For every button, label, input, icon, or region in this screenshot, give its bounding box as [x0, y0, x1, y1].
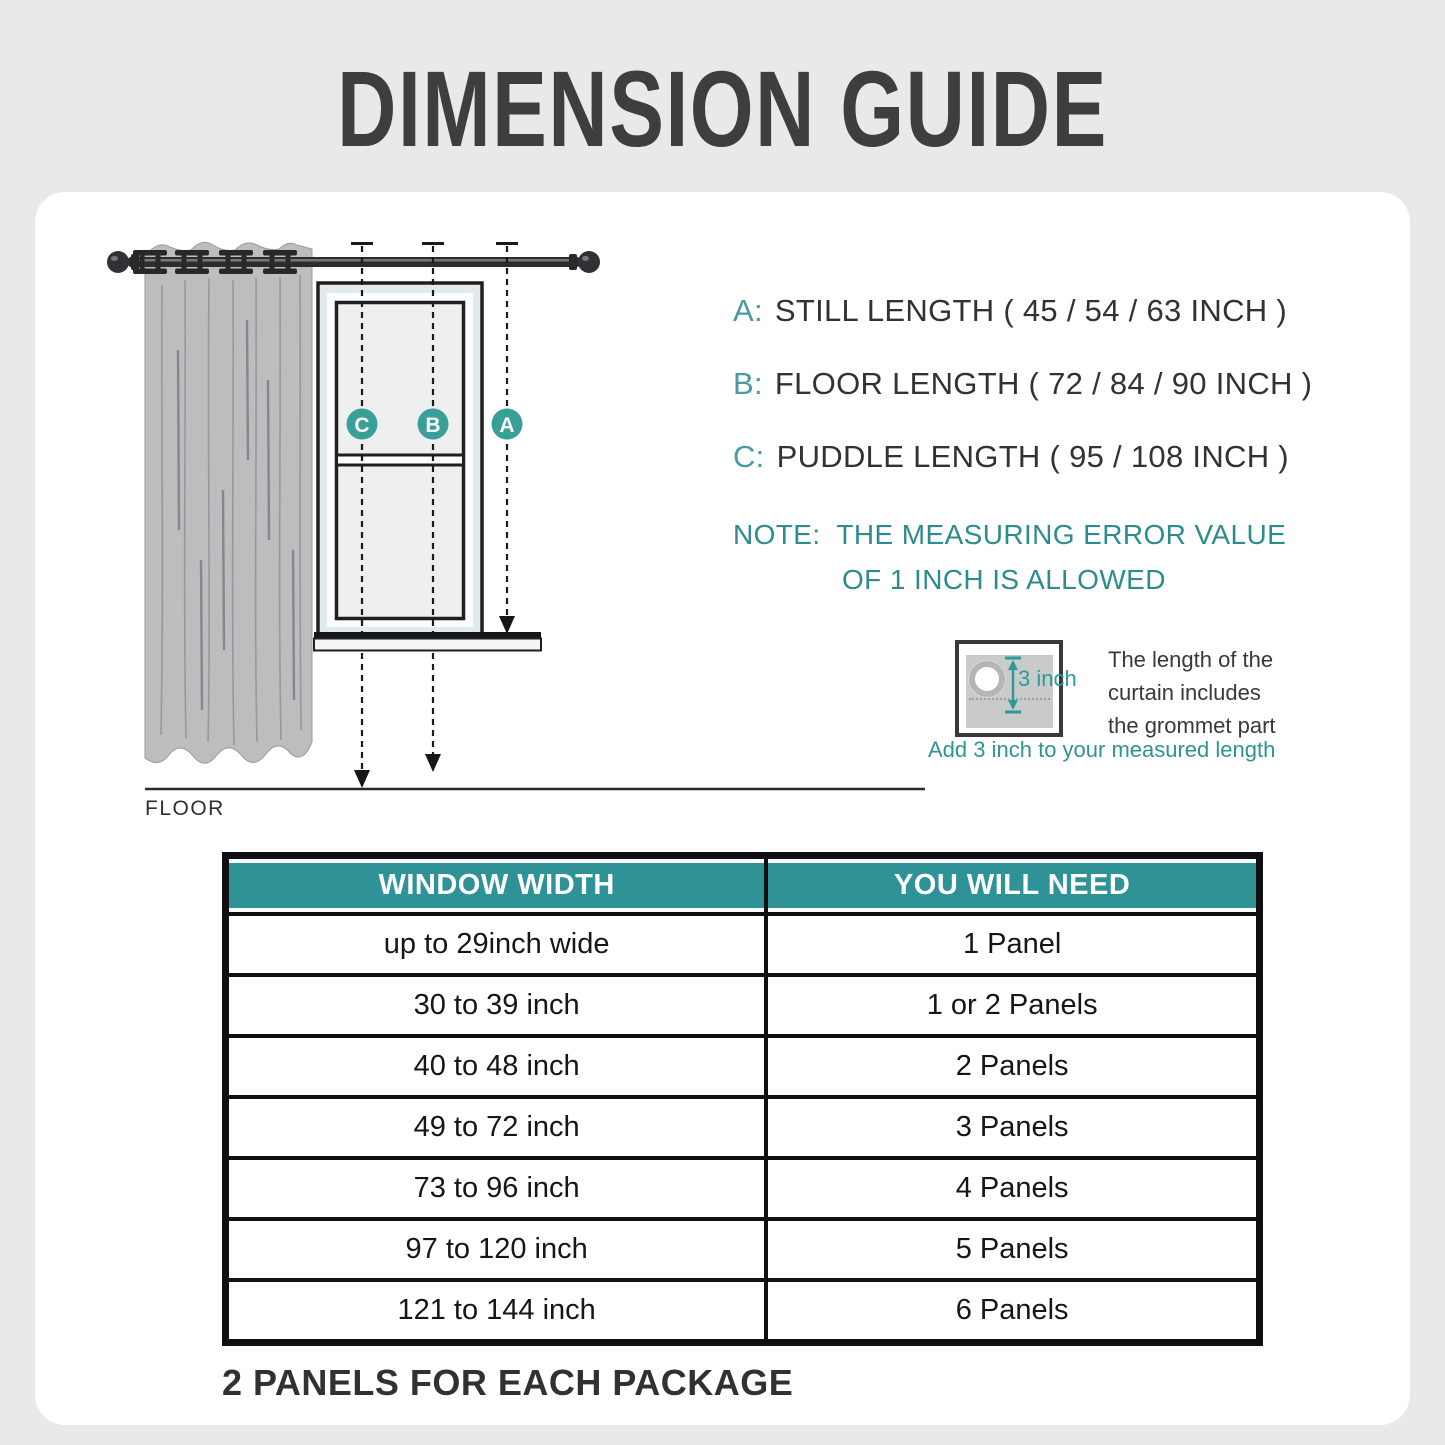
- grommet-description-line-1: The length of the: [1108, 647, 1274, 672]
- badge-a-label: A: [499, 414, 515, 437]
- note-line-1: NOTE: THE MEASURING ERROR VALUE: [733, 519, 1287, 550]
- curtain-panel: [145, 242, 312, 763]
- window-width-cell: 97 to 120 inch: [226, 1219, 767, 1280]
- badge-b-label: B: [425, 414, 441, 437]
- window-width-cell: 40 to 48 inch: [226, 1036, 767, 1097]
- rod-finial-left: [107, 251, 129, 273]
- window-width-cell: up to 29inch wide: [226, 914, 767, 975]
- grommet-description: [1108, 643, 1276, 742]
- table-row: [226, 975, 1260, 1036]
- page-title: DIMENSION GUIDE: [337, 48, 1108, 169]
- badge-c-label: C: [354, 414, 370, 437]
- table-row: [226, 914, 1260, 975]
- table-row: [226, 1097, 1260, 1158]
- window-width-cell: 49 to 72 inch: [226, 1097, 767, 1158]
- panels-needed-cell: 1 or 2 Panels: [766, 975, 1259, 1036]
- floor-label: FLOOR: [145, 797, 225, 820]
- spec-text-c: PUDDLE LENGTH ( 95 / 108 INCH ): [776, 439, 1289, 474]
- table-row: [226, 1280, 1260, 1343]
- window-sill: [314, 632, 541, 651]
- table-header-window-width: WINDOW WIDTH: [226, 856, 767, 915]
- spec-line-b: [733, 366, 1312, 402]
- footer-note: 2 PANELS FOR EACH PACKAGE: [222, 1362, 794, 1403]
- window: [318, 283, 482, 635]
- panels-needed-cell: 1 Panel: [766, 914, 1259, 975]
- rod-finial-right: [578, 251, 600, 273]
- grommet-description-line-2: curtain includes: [1108, 680, 1261, 705]
- panels-needed-cell: 3 Panels: [766, 1097, 1259, 1158]
- spec-text-b: FLOOR LENGTH ( 72 / 84 / 90 INCH ): [774, 366, 1313, 401]
- panel-size-table: [222, 852, 1263, 1346]
- window-width-cell: 121 to 144 inch: [226, 1280, 767, 1343]
- grommet-ring: [969, 661, 1005, 697]
- panels-needed-cell: 5 Panels: [766, 1219, 1259, 1280]
- spec-key-a: A:: [733, 293, 763, 328]
- grommet-add-note: Add 3 inch to your measured length: [928, 737, 1276, 762]
- table-header-you-will-need: YOU WILL NEED: [766, 856, 1259, 915]
- panels-needed-cell: 4 Panels: [766, 1158, 1259, 1219]
- label-badges: [347, 409, 523, 440]
- grommet-description-line-3: the grommet part: [1108, 713, 1276, 738]
- table-header-row: [226, 856, 1260, 915]
- spec-key-c: C:: [733, 439, 765, 474]
- panels-needed-cell: 2 Panels: [766, 1036, 1259, 1097]
- note-line-2: OF 1 INCH IS ALLOWED: [842, 564, 1166, 595]
- grommet-measure-label: 3 inch: [1018, 666, 1077, 691]
- panels-needed-cell: 6 Panels: [766, 1280, 1259, 1343]
- spec-line-a: [733, 293, 1287, 329]
- window-width-cell: 73 to 96 inch: [226, 1158, 767, 1219]
- spec-line-c: [733, 439, 1289, 475]
- table-row: [226, 1036, 1260, 1097]
- table-row: [226, 1219, 1260, 1280]
- spec-key-b: B:: [733, 366, 763, 401]
- spec-text-a: STILL LENGTH ( 45 / 54 / 63 INCH ): [774, 293, 1287, 328]
- window-width-cell: 30 to 39 inch: [226, 975, 767, 1036]
- table-row: [226, 1158, 1260, 1219]
